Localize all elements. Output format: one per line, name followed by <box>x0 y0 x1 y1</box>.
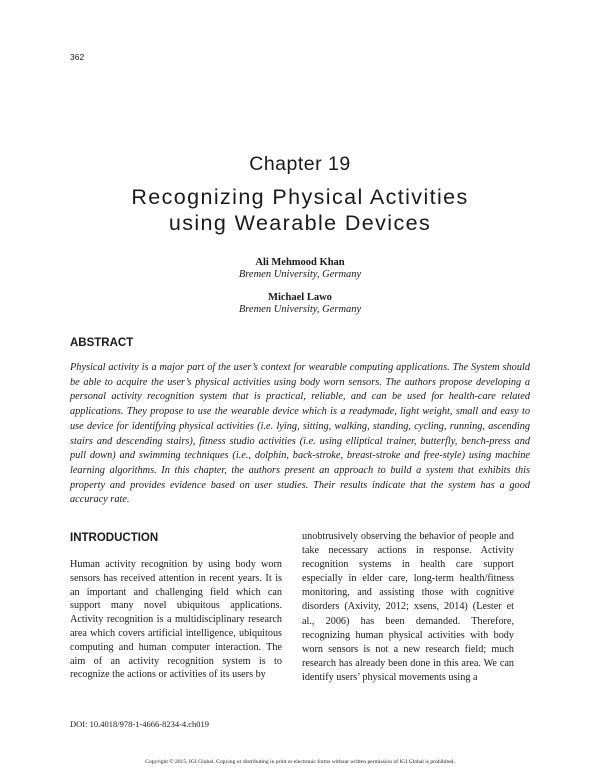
chapter-title-line-1: Recognizing Physical Activities <box>131 185 469 209</box>
introduction-heading: INTRODUCTION <box>70 532 159 544</box>
chapter-label: Chapter 19 <box>249 153 351 175</box>
author-name: Ali Mehmood Khan <box>255 257 345 268</box>
author-affiliation: Bremen University, Germany <box>238 269 362 280</box>
author-affiliation: Bremen University, Germany <box>238 304 362 315</box>
abstract-heading: ABSTRACT <box>70 337 134 349</box>
copyright-notice: Copyright © 2015, IGI Global. Copying or distributing in print or electronic forms without written permission of IGI Global is prohibited. <box>145 759 455 765</box>
introduction-column-left: Human activity recognition by using body worn sensors has received attention in recent years. It is an important and challenging field which can support many novel ubiquitous applications. Activity recognition is a multidisciplinary research area which covers artificial intelligence, ubiquitous computing and human computer interaction. The aim of an activity recognition system is to recognize the actions or activities of its users by <box>70 559 282 681</box>
introduction-column-right: unobtrusively observing the behavior of people and take necessary actions in response. Activity recognition systems in health care support especially in elder care, long-term health/fitness monitoring, and assisting those with cognitive disorders (Axivity, 2012; xsens, 2014) (Lester et al., 2006) has been demanded. Therefore, recognizing human physical activities with body worn sensors is not a new research field; much research has already been done in this area. We can identify users’ physical movements using a <box>302 531 514 683</box>
chapter-title-line-2: using Wearable Devices <box>168 211 432 235</box>
doi-line: DOI: 10.4018/978-1-4666-8234-4.ch019 <box>70 719 210 729</box>
page-number: 362 <box>70 52 85 62</box>
abstract-body: Physical activity is a major part of the user’s context for wearable computing applications. The System should be able to acquire the user’s physical activities using body worn sensors. The authors propose developing a personal activity recognition system that is practical, reliable, and can be used for health-care related applications. They propose to use the wearable device which is a readymade, light weight, small and easy to use device for identifying physical activities (i.e. lying, sitting, walking, standing, cycling, running, ascending stairs and descending stairs), fitness studio activities (i.e. using elliptical trainer, butterfly, bench-press and pull down) and swimming techniques (i.e., dolphin, back-stroke, breast-stroke and free-style) using machine learning algorithms. In this chapter, the authors present an approach to build a system that exhibits this property and provides evidence based on user studies. Their results indicate that the system has a good accuracy rate. <box>70 362 530 506</box>
author-name: Michael Lawo <box>268 292 332 303</box>
